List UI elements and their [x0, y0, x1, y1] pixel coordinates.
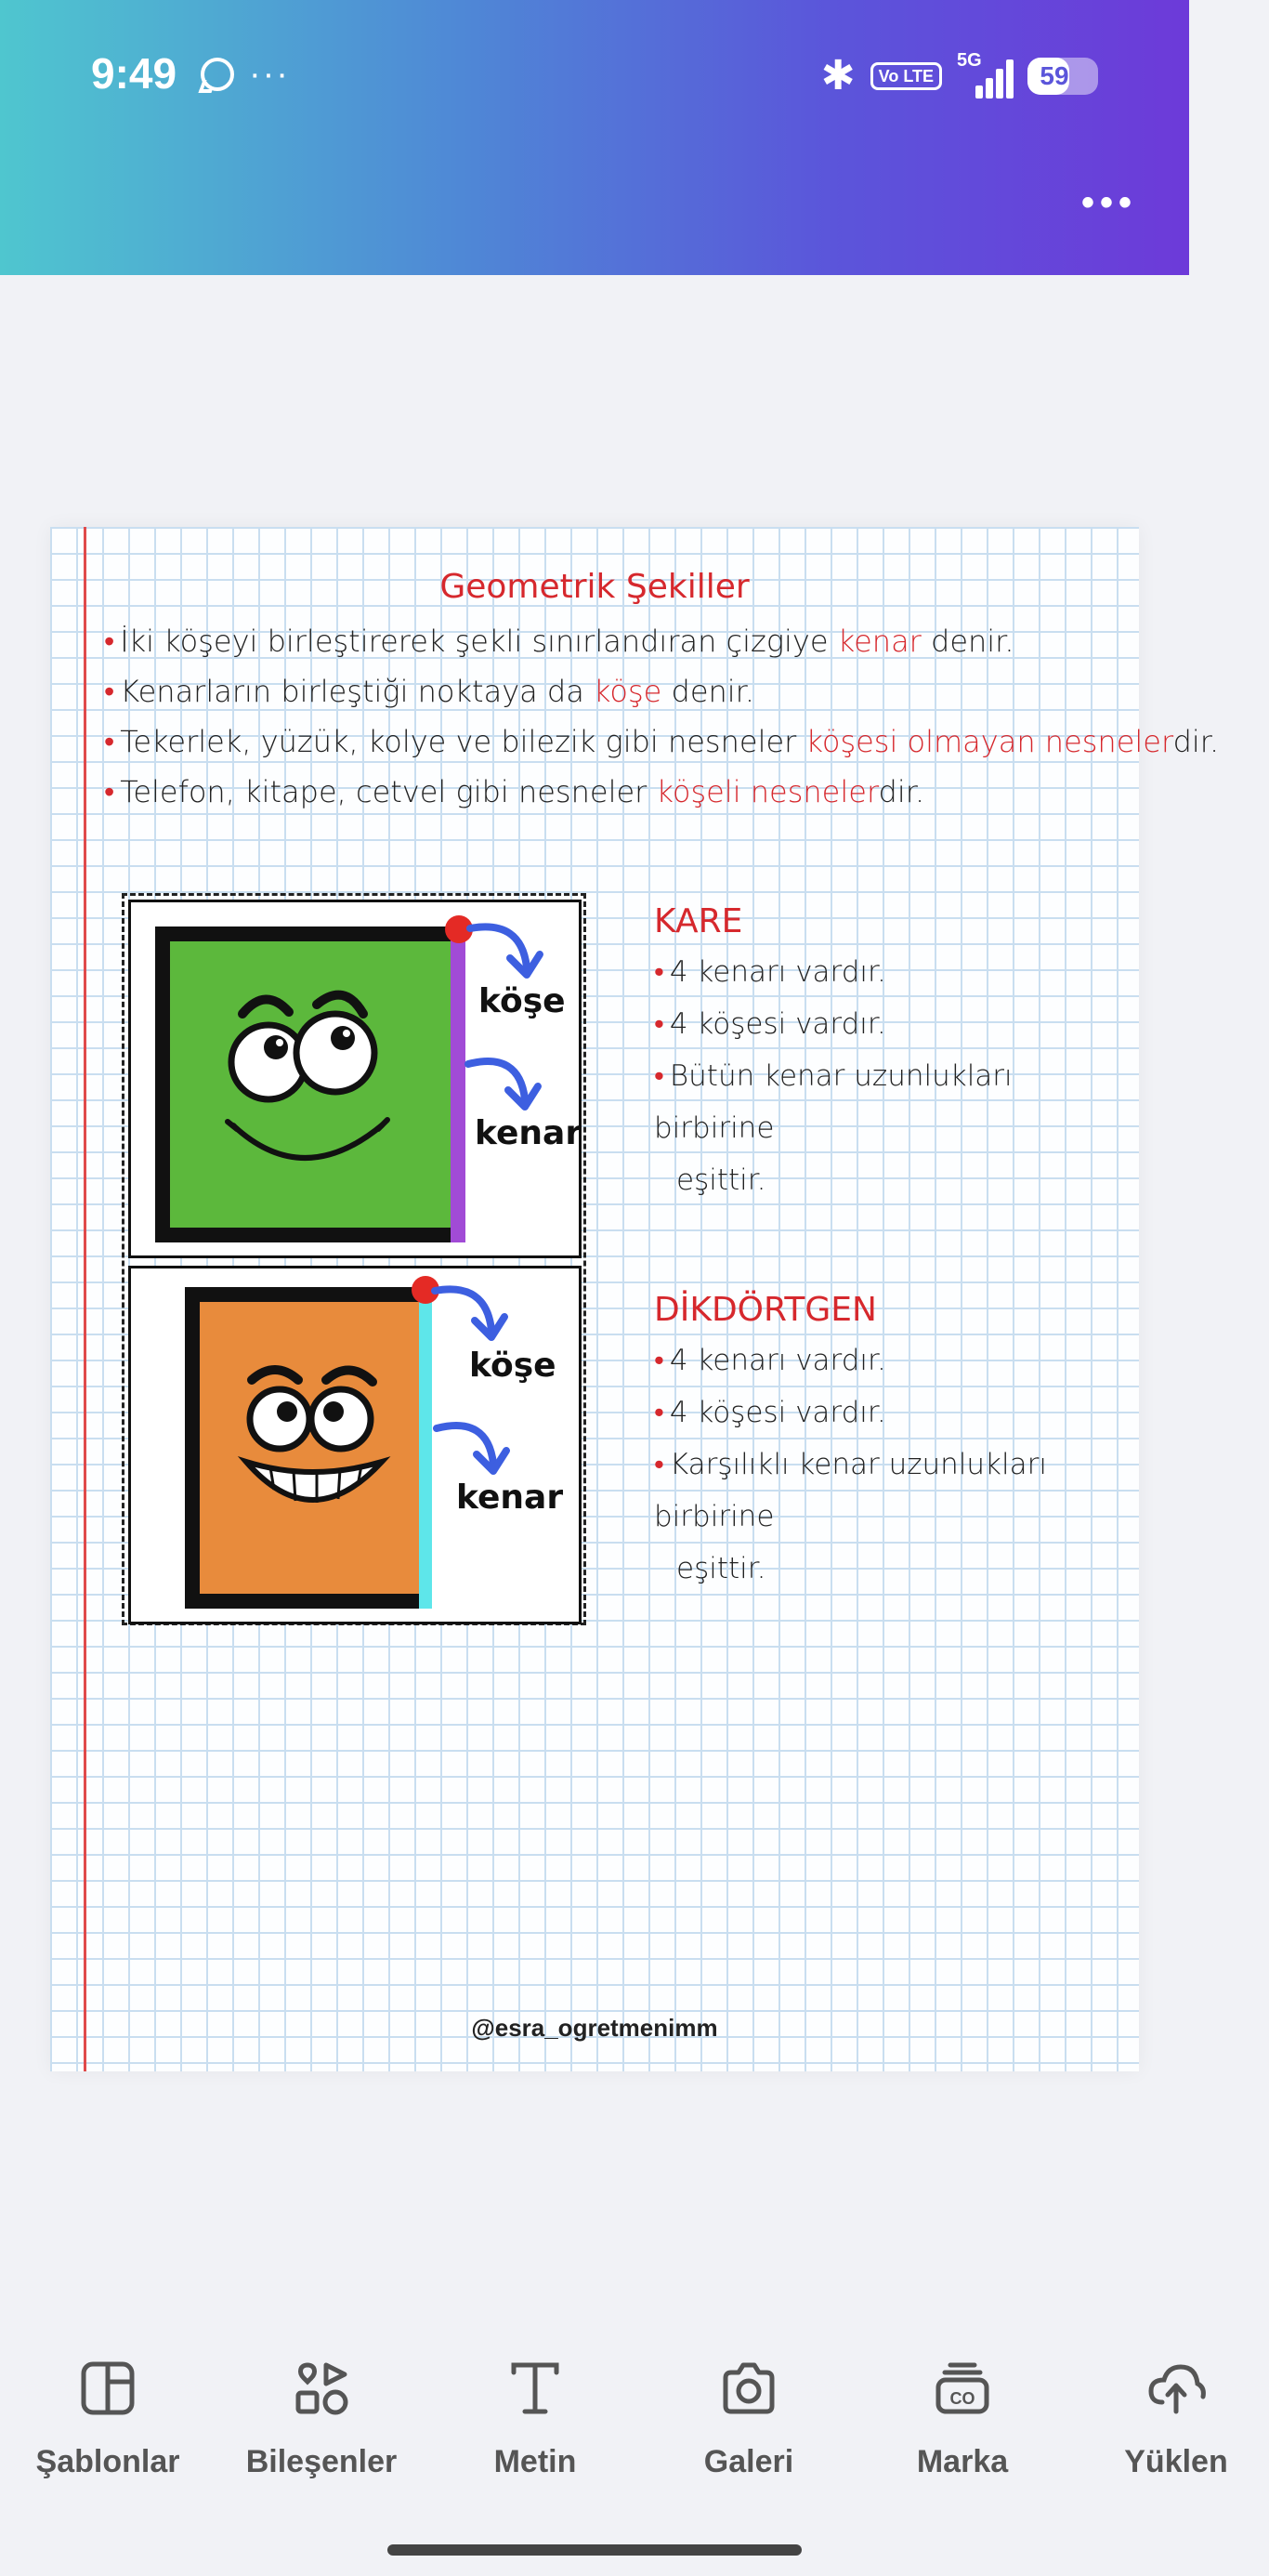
grinning-face-icon	[233, 1352, 400, 1529]
definition-item: • İki köşeyi birleştirerek şekli sınırlandıran çizgiye kenar denir.	[104, 616, 1126, 666]
upload-icon	[1147, 2359, 1205, 2417]
shapes-frame	[122, 893, 586, 1625]
toolbar-label: Yüklen	[1124, 2444, 1228, 2479]
rectangle-edge-label: kenar	[456, 1479, 564, 1517]
watermark: @esra_ogretmenimm	[471, 2014, 718, 2042]
rectangle-heading: DİKDÖRTGEN	[654, 1291, 877, 1329]
arrow-icon	[430, 1281, 514, 1347]
toolbar-uploads[interactable]	[1083, 2351, 1269, 2480]
rectangle-card	[128, 1266, 582, 1624]
brand-icon	[934, 2359, 991, 2417]
status-notification-icons	[201, 55, 290, 94]
square-description	[654, 902, 1137, 1206]
text-icon	[506, 2359, 564, 2417]
templates-icon	[79, 2359, 137, 2417]
rectangle-fact: • 4 kenarı vardır.	[654, 1334, 1137, 1387]
rectangle-description	[654, 1291, 1137, 1595]
toolbar-gallery[interactable]	[656, 2351, 842, 2480]
square-fact: • 4 kenarı vardır.	[654, 946, 1137, 998]
toolbar-elements[interactable]	[229, 2351, 414, 2480]
elements-icon	[293, 2359, 350, 2417]
battery-level: 59	[1040, 61, 1069, 90]
toolbar-label: Metin	[493, 2444, 577, 2479]
square-card	[128, 900, 582, 1258]
volte-icon: Vo LTE	[870, 62, 942, 90]
rectangle-fact: • 4 köşesi vardır.	[654, 1387, 1137, 1439]
network-label: 5G	[957, 50, 982, 71]
margin-line	[84, 527, 86, 2071]
square-edge-label: kenar	[475, 1114, 582, 1152]
document-title: Geometrik Şekiller	[439, 568, 750, 606]
square-heading: KARE	[654, 902, 743, 940]
definition-item: • Telefon, kitape, cetvel gibi nesneler köşeli nesnelerdir.	[104, 767, 1126, 817]
signal-icon	[957, 50, 1013, 99]
arrow-icon	[464, 1051, 547, 1116]
toolbar-label: Galeri	[703, 2444, 794, 2479]
whatsapp-icon	[201, 58, 234, 91]
arrow-icon	[465, 919, 549, 984]
bottom-toolbar	[0, 2351, 1228, 2491]
arrow-icon	[432, 1415, 516, 1480]
definition-item: • Kenarların birleştiği noktaya da köşe denir.	[104, 666, 1126, 716]
camera-icon	[720, 2359, 778, 2417]
battery-icon	[1027, 58, 1098, 95]
toolbar-brand[interactable]	[870, 2351, 1055, 2480]
more-notifications-icon: ···	[249, 55, 290, 94]
home-indicator[interactable]	[387, 2544, 802, 2556]
toolbar-text[interactable]	[442, 2351, 628, 2480]
square-corner-label: köşe	[478, 982, 566, 1020]
toolbar-label: Bileşenler	[245, 2444, 398, 2479]
toolbar-label: Şablonlar	[35, 2444, 180, 2479]
rectangle-fact: • Karşılıklı kenar uzunlukları birbirine eşittir.	[654, 1439, 1137, 1595]
bluetooth-icon: ✱	[820, 53, 856, 99]
document-page[interactable]	[50, 527, 1220, 2071]
status-time: 9:49	[91, 49, 177, 98]
rectangle-corner-label: köşe	[469, 1347, 556, 1385]
more-options-icon[interactable]: •••	[1080, 182, 1137, 223]
happy-face-icon	[215, 977, 419, 1190]
definition-item: • Tekerlek, yüzük, kolye ve bilezik gibi nesneler köşesi olmayan nesnelerdir.	[104, 716, 1126, 767]
definition-list	[104, 616, 1220, 817]
svg-text:CO: CO	[949, 2389, 975, 2408]
status-right-icons	[820, 50, 1098, 99]
toolbar-templates[interactable]	[15, 2351, 201, 2480]
app-header	[0, 0, 1189, 275]
square-fact: • Bütün kenar uzunlukları birbirine eşittir.	[654, 1050, 1137, 1206]
toolbar-label: Marka	[916, 2444, 1009, 2479]
square-fact: • 4 köşesi vardır.	[654, 998, 1137, 1050]
